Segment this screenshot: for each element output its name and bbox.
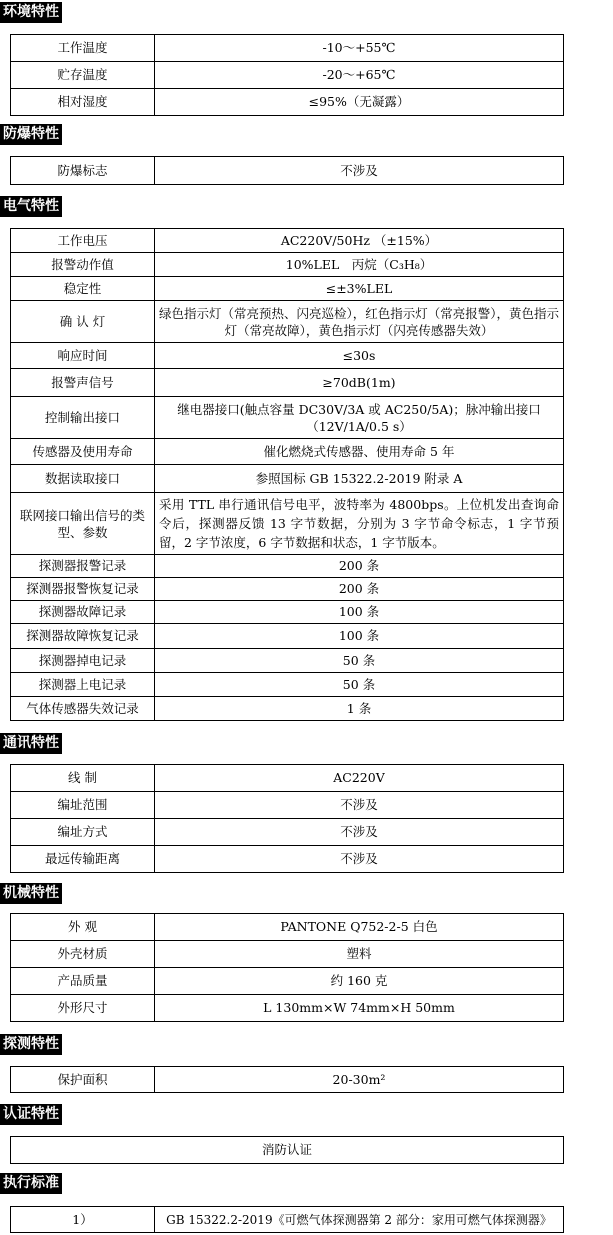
section-title-comm: 通讯特性 (0, 733, 62, 754)
table-row (11, 995, 564, 1022)
row-label: 数据读取接口 (11, 465, 155, 493)
standard-table (10, 1206, 564, 1233)
table-row (11, 369, 564, 397)
row-value: 塑料 (155, 941, 564, 968)
row-value: 20-30m² (155, 1067, 564, 1093)
table-row (11, 941, 564, 968)
row-label: 联网接口输出信号的类型、参数 (11, 493, 155, 555)
row-label: 传感器及使用寿命 (11, 439, 155, 465)
detect-table (10, 1066, 564, 1093)
table-row (11, 229, 564, 253)
section-title-electrical: 电气特性 (0, 196, 62, 217)
row-value: 50 条 (155, 649, 564, 673)
row-value: 不涉及 (155, 846, 564, 873)
table-row (11, 555, 564, 578)
row-label: 探测器故障恢复记录 (11, 624, 155, 649)
table-row (11, 301, 564, 343)
row-label: 线 制 (11, 765, 155, 792)
row-value: L 130mm×W 74mm×H 50mm (155, 995, 564, 1022)
row-value: PANTONE Q752-2-5 白色 (155, 914, 564, 941)
row-label: 编址范围 (11, 792, 155, 819)
row-label: 1） (11, 1207, 155, 1233)
table-row (11, 601, 564, 624)
table-row (11, 89, 564, 116)
table-row (11, 697, 564, 721)
row-label: 外形尺寸 (11, 995, 155, 1022)
row-value: 50 条 (155, 673, 564, 697)
table-row (11, 277, 564, 301)
row-value: 不涉及 (155, 819, 564, 846)
row-label: 探测器报警恢复记录 (11, 578, 155, 601)
row-value: 100 条 (155, 601, 564, 624)
row-label: 控制输出接口 (11, 397, 155, 439)
table-row (11, 765, 564, 792)
comm-table (10, 764, 564, 873)
cert-table (10, 1136, 564, 1164)
table-row (11, 1067, 564, 1093)
table-row (11, 465, 564, 493)
table-row (11, 62, 564, 89)
row-value: 10%LEL 丙烷（C₃H₈） (155, 253, 564, 277)
table-row (11, 914, 564, 941)
table-row (11, 343, 564, 369)
row-label: 报警动作值 (11, 253, 155, 277)
table-row (11, 578, 564, 601)
row-value: 绿色指示灯（常亮预热、闪亮巡检），红色指示灯（常亮报警），黄色指示灯（常亮故障），黄色指示灯（闪亮传感器失效） (155, 301, 564, 343)
table-row (11, 439, 564, 465)
section-title-standard: 执行标准 (0, 1173, 62, 1194)
table-row (11, 397, 564, 439)
table-row (11, 792, 564, 819)
row-label: 确 认 灯 (11, 301, 155, 343)
row-value: 100 条 (155, 624, 564, 649)
mech-table (10, 913, 564, 1022)
table-row (11, 493, 564, 555)
table-row (11, 253, 564, 277)
explosion-table (10, 156, 564, 185)
row-label: 探测器故障记录 (11, 601, 155, 624)
table-row (11, 673, 564, 697)
table-row (11, 35, 564, 62)
row-value: 参照国标 GB 15322.2-2019 附录 A (155, 465, 564, 493)
row-value: ≤30s (155, 343, 564, 369)
env-table (10, 34, 564, 116)
row-value: ≥70dB(1m) (155, 369, 564, 397)
row-value: -20～+65℃ (155, 62, 564, 89)
section-title-cert: 认证特性 (0, 1104, 62, 1125)
row-value: 约 160 克 (155, 968, 564, 995)
table-row (11, 649, 564, 673)
section-title-mech: 机械特性 (0, 883, 62, 904)
row-label: 贮存温度 (11, 62, 155, 89)
row-label: 编址方式 (11, 819, 155, 846)
row-value: ≤95%（无凝露） (155, 89, 564, 116)
row-label: 工作电压 (11, 229, 155, 253)
row-value: 200 条 (155, 555, 564, 578)
row-value: ≤±3%LEL (155, 277, 564, 301)
row-label: 工作温度 (11, 35, 155, 62)
row-value: 不涉及 (155, 157, 564, 185)
row-label: 报警声信号 (11, 369, 155, 397)
row-label: 探测器报警记录 (11, 555, 155, 578)
row-value: 催化燃烧式传感器、使用寿命 5 年 (155, 439, 564, 465)
table-row (11, 968, 564, 995)
row-label: 相对湿度 (11, 89, 155, 116)
row-value: GB 15322.2-2019《可燃气体探测器第 2 部分：家用可燃气体探测器》 (155, 1207, 564, 1233)
section-title-detect: 探测特性 (0, 1034, 62, 1055)
row-label: 防爆标志 (11, 157, 155, 185)
row-label: 稳定性 (11, 277, 155, 301)
table-row (11, 846, 564, 873)
row-label: 外 观 (11, 914, 155, 941)
row-value: -10～+55℃ (155, 35, 564, 62)
row-value: 不涉及 (155, 792, 564, 819)
table-row (11, 819, 564, 846)
electrical-table (10, 228, 564, 721)
table-row (11, 1137, 564, 1164)
row-value: 消防认证 (11, 1137, 564, 1164)
row-value: AC220V/50Hz （±15%） (155, 229, 564, 253)
row-label: 保护面积 (11, 1067, 155, 1093)
section-title-explosion: 防爆特性 (0, 124, 62, 145)
row-label: 最远传输距离 (11, 846, 155, 873)
section-title-env: 环境特性 (0, 2, 62, 23)
row-value: 200 条 (155, 578, 564, 601)
row-value: AC220V (155, 765, 564, 792)
row-value: 1 条 (155, 697, 564, 721)
row-value: 继电器接口(触点容量 DC30V/3A 或 AC250/5A)；脉冲输出接口（12V/1A/0.5 s） (155, 397, 564, 439)
row-label: 响应时间 (11, 343, 155, 369)
row-label: 探测器掉电记录 (11, 649, 155, 673)
table-row (11, 624, 564, 649)
row-label: 探测器上电记录 (11, 673, 155, 697)
row-value: 采用 TTL 串行通讯信号电平，波特率为 4800bps。上位机发出查询命令后，探测器反馈 13 字节数据，分别为 3 字节命令标志，1 字节预留，2 字节浓度，6 字节数据和状态，1 字节版本。 (155, 493, 564, 555)
table-row (11, 157, 564, 185)
table-row (11, 1207, 564, 1233)
row-label: 产品质量 (11, 968, 155, 995)
row-label: 外壳材质 (11, 941, 155, 968)
row-label: 气体传感器失效记录 (11, 697, 155, 721)
